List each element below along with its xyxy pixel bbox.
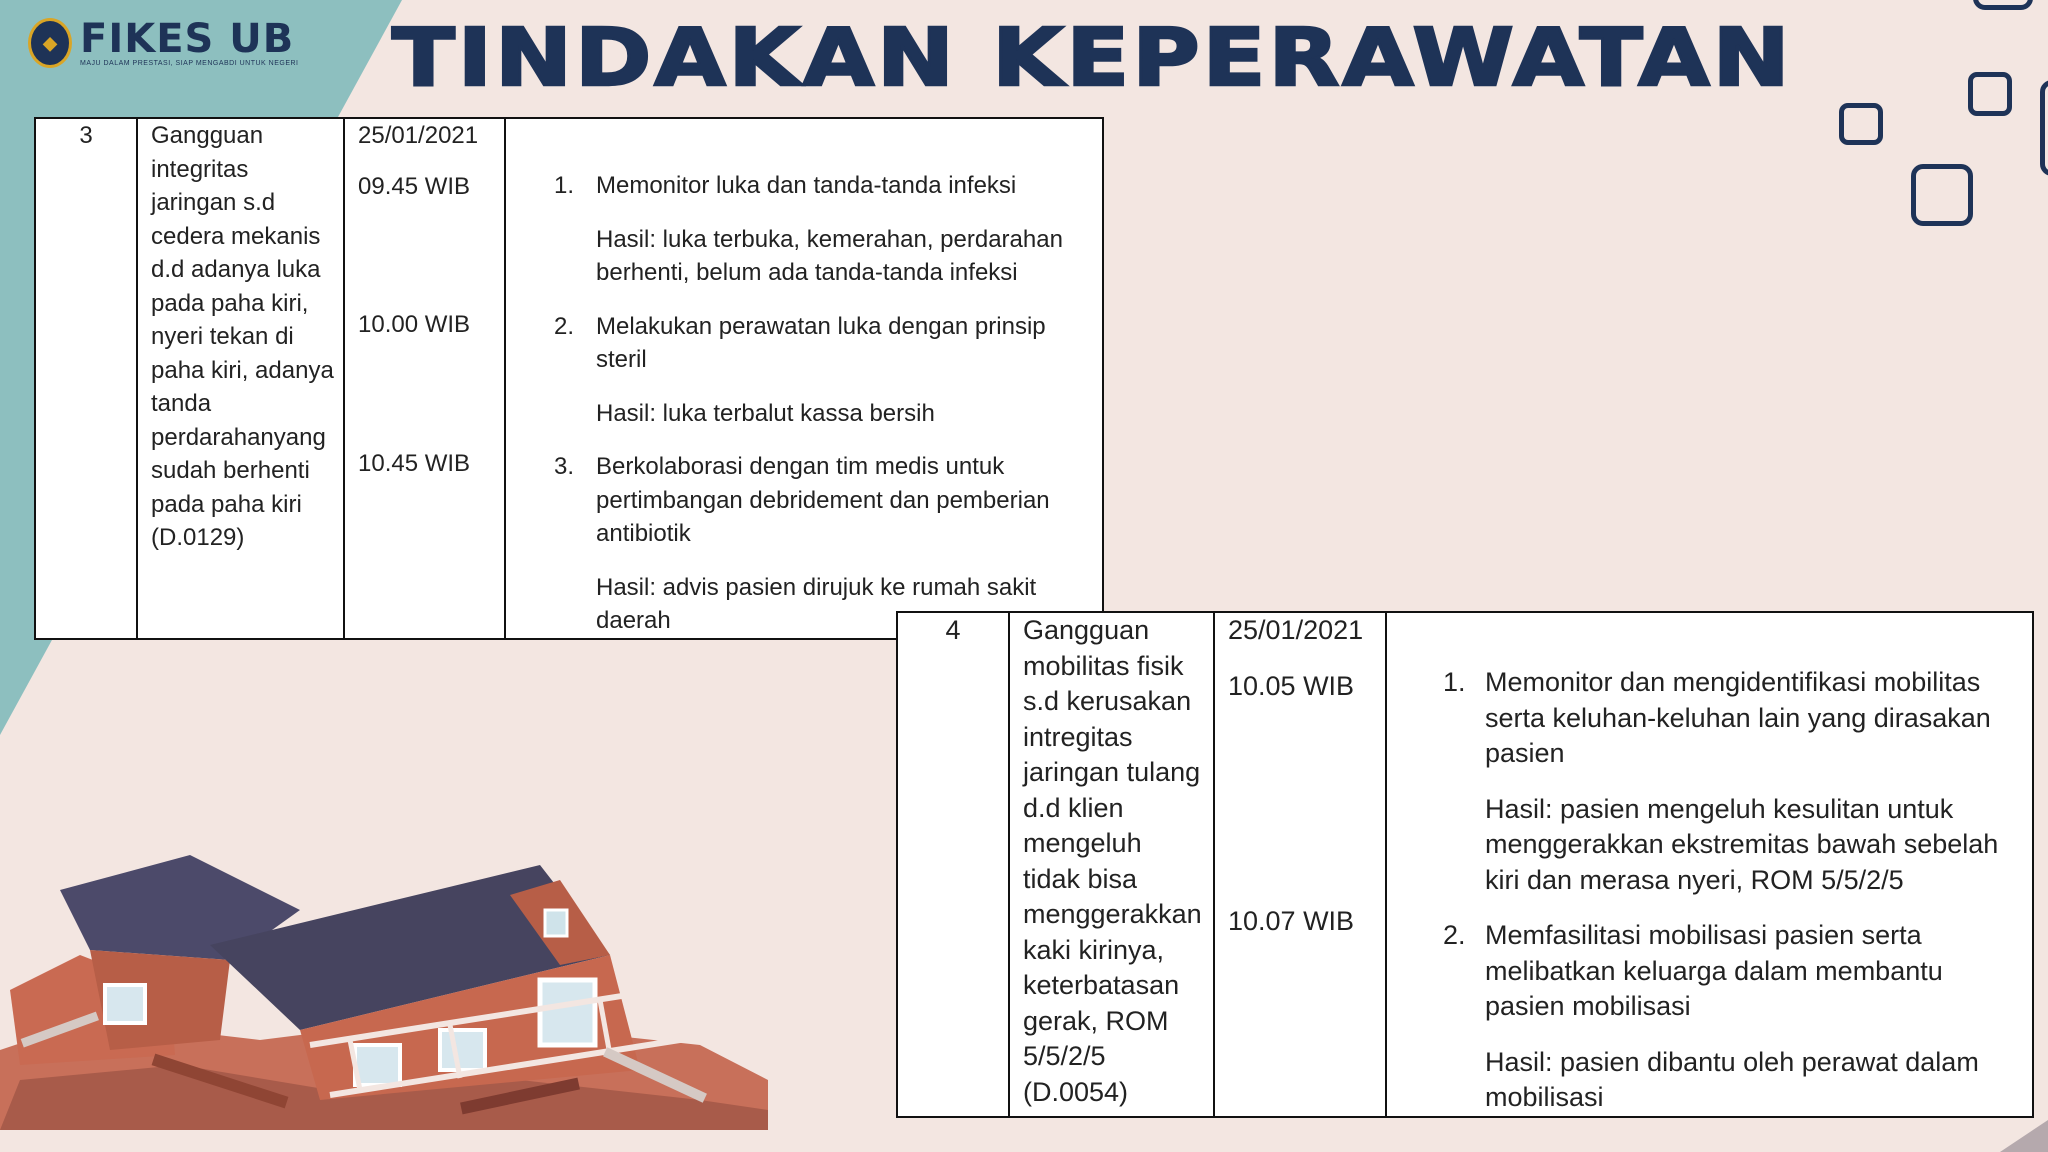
date-text: 25/01/2021	[1228, 615, 1364, 645]
action-result: Hasil: pasien mengeluh kesulitan untuk menggerakkan ekstremitas bawah sebelah kiri dan merasa nyeri, ROM 5/5/2/5	[1485, 793, 1999, 895]
collapsed-house-illustration	[0, 840, 770, 1130]
action-result: Hasil: pasien dibantu oleh perawat dalam mobilisasi	[1485, 1046, 1979, 1112]
action-result: Hasil: luka terbuka, kemerahan, perdarahan berhenti, belum ada tanda-tanda infeksi	[596, 225, 1063, 286]
actions-cell	[1386, 612, 2033, 1117]
action-item	[554, 169, 1094, 203]
nursing-action-table-row-3	[34, 117, 1104, 640]
university-emblem-icon: ◆	[28, 18, 72, 68]
date-text: 25/01/2021	[358, 122, 479, 149]
action-item	[1443, 918, 2024, 1025]
action-item	[1443, 665, 2024, 772]
table-row	[897, 612, 2033, 1117]
action-item	[554, 310, 1094, 377]
fikes-ub-logo	[28, 18, 299, 68]
nursing-action-table-row-4	[896, 611, 2034, 1118]
decorative-square	[1968, 72, 2012, 116]
time-text: 09.45 WIB	[358, 172, 471, 200]
time-text: 10.45 WIB	[358, 449, 471, 477]
diagnosis-cell: Gangguan integritas jaringan s.d cedera mekanis d.d adanya luka pada paha kiri, nyeri tekan di paha kiri, adanya tanda perdarahanyang sudah berhenti pada paha kiri (D.0129)	[137, 118, 344, 639]
action-result: Hasil: advis pasien dirujuk ke rumah sakit daerah	[596, 573, 1037, 634]
action-text: Memonitor luka dan tanda-tanda infeksi	[596, 172, 1017, 199]
logo-tagline: MAJU DALAM PRESTASI, SIAP MENGABDI UNTUK NEGERI	[80, 60, 299, 67]
logo-name: FIKES UB	[80, 16, 295, 62]
action-number: 1.	[1443, 667, 1466, 697]
time-text: 10.05 WIB	[1228, 670, 1355, 701]
action-text: Melakukan perawatan luka dengan prinsip steril	[596, 312, 1046, 373]
diagnosis-cell: Gangguan mobilitas fisik s.d kerusakan intregitas jaringan tulang d.d klien mengeluh tidak bisa menggerakkan kaki kirinya, keterbatasan gerak, ROM 5/5/2/5 (D.0054)	[1009, 612, 1214, 1117]
time-text: 10.07 WIB	[1228, 906, 1355, 936]
action-number: 2.	[1443, 920, 1466, 950]
time-text: 10.00 WIB	[358, 311, 471, 338]
decorative-square	[1911, 164, 1973, 226]
action-number: 1.	[554, 172, 575, 199]
action-result: Hasil: luka terbalut kassa bersih	[596, 399, 935, 427]
decorative-square	[1973, 0, 2033, 10]
actions-cell	[505, 118, 1103, 639]
decorative-square	[2040, 80, 2048, 176]
table-row	[35, 118, 1103, 639]
action-number: 3.	[554, 453, 575, 480]
action-text: Memonitor dan mengidentifikasi mobilitas serta keluhan-keluhan lain yang dirasakan pasien	[1485, 667, 1991, 768]
action-text: Memfasilitasi mobilisasi pasien serta melibatkan keluarga dalam membantu pasien mobilisasi	[1485, 920, 1943, 1021]
row-number: 3	[35, 118, 137, 639]
action-number: 2.	[554, 312, 575, 340]
date-time-cell	[1214, 612, 1386, 1117]
action-text: Berkolaborasi dengan tim medis untuk pertimbangan debridement dan pemberian antibiotik	[596, 453, 1050, 547]
row-number: 4	[897, 612, 1009, 1117]
action-item	[554, 450, 1094, 551]
decorative-square	[1839, 103, 1883, 145]
date-time-cell	[344, 118, 505, 639]
page-title: TINDAKAN KEPERAWATAN	[392, 12, 1793, 105]
